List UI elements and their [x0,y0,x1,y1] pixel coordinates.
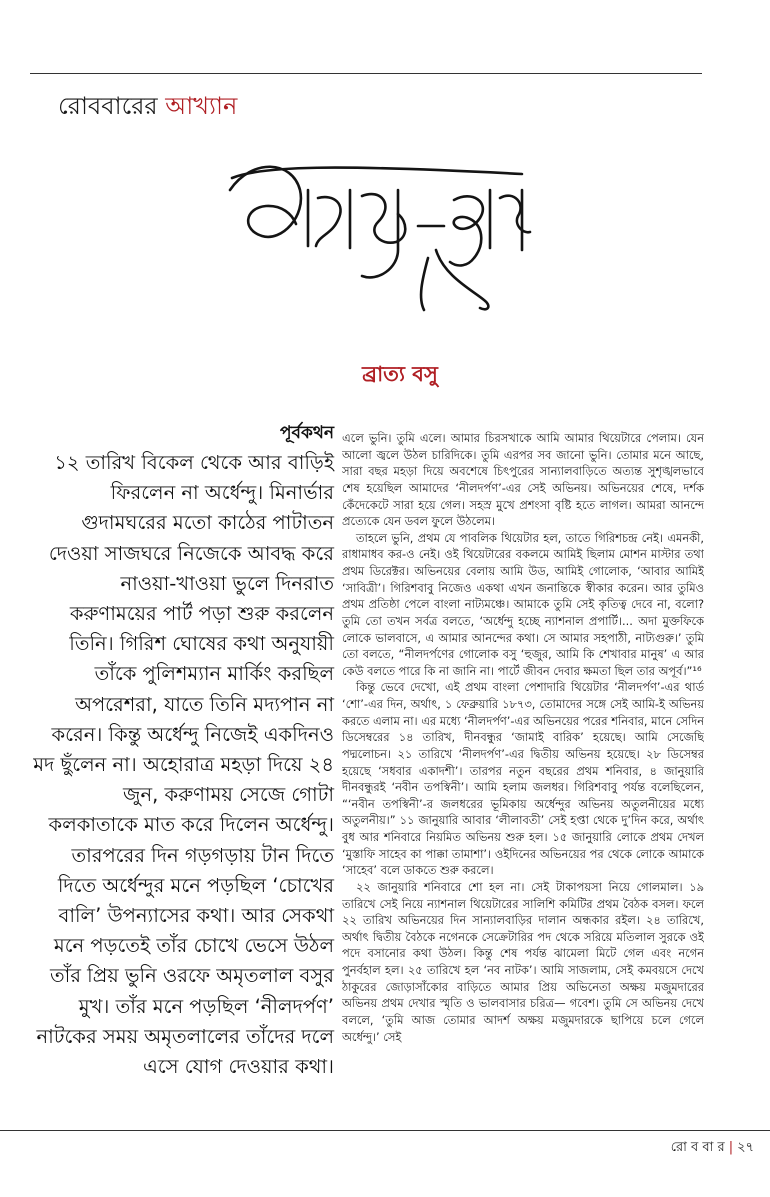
article-paragraph: তাহলে ভুনি, প্রথম যে পাবলিক থিয়েটার হল, তাতে গিরিশচন্দ্র নেই। এমনকী, রাধামাধব কর-ও নেই। ওই থিয়েটারের বকলমে আমিই ছিলাম মোশন মাস্টার তথা প্রথম ডিরেক্টর। অভিনয়ের বেলায় আমি উড, আমিই গোলোক, ‘আবার আমিই ‘সাবিত্রী’। গিরিশবাবু নিজেও একথা এখন জনান্তিকে স্বীকার করেন। আর তুমিও প্রথম প্রতিষ্ঠা পেলে বাংলা নাট্যমঞ্চে। আমাকে তুমি সেই কৃতিত্ব দেবে না, বলো? তুমি তো তখন সর্বত্র বলতে, ‘অর্ধেন্দু হচ্ছে ন্যাশনাল প্রপার্টি।... অদা মুক্তফিকে লোকে ভালবাসে, এ আমার আনন্দের কথা। সে আমার সহপাঠী, নাট্যগুরু।’ তুমি তো বলতে, “নীলদর্পণের গোলোক বসু ‘হুজুর, আমি কি শেখাবার মানুষ’ এ আর কেউ বলতে পারে কি না জানি না। পার্টে জীবন দেবার ক্ষমতা ছিল তার অপূর্ব।”¹⁶ [342,530,704,678]
calligraphy-stroke [232,168,522,178]
calligraphy-stroke [500,196,530,233]
section-title-accent: আখ্যান [165,92,238,120]
section-title-plain: রোববারের [58,92,158,120]
top-divider [30,73,702,74]
headline-calligraphy [222,150,542,320]
calligraphy-stroke [230,167,301,237]
author-byline: ব্রাত্য বসু [362,362,438,386]
calligraphy-stroke [421,258,428,310]
calligraphy-stroke [436,250,488,309]
article-body [342,430,704,1120]
article-paragraph: ২২ জানুয়ারি শনিবারে শো হল না। সেই টাকাপয়সা নিয়ে গোলমাল। ১৯ তারিখে সেই নিয়ে ন্যাশনাল থিয়েটারের সালিশি কমিটির প্রথম বৈঠক বসল। ফলে ২২ তারিখ অভিনয়ের দিন সান্যালবাড়ির দালান অন্ধকার রইল। ২৪ তারিখে, অর্থাৎ দ্বিতীয় বৈঠকে নগেনকে সেক্রেটারির পদ থেকে সরিয়ে মতিলাল সুরকে ওই পদে বসানোর কথা উঠল। কিন্তু শেষ পর্যন্ত ঝামেলা মিটে গেল এবং নগেন পুনর্বহাল হল। ২৫ তারিখে হল ‘নব নাটক’। আমি সাজলাম, সেই কমবয়সে দেখে ঠাকুরের জোড়াসাঁকোর বাড়িতে আমার প্রিয় অভিনেতা অক্ষয় মজুমদারের অভিনয় প্রথম দেখার স্মৃতি ও ভালবাসার চরিত্র— গবেশ। তুমি সে অভিনয় দেখে বললে, ‘তুমি আজ তোমার আদর্শ অক্ষয় মজুমদারকে ছাপিয়ে চলে গেলে অর্ধেন্দু।’ সেই [342,879,704,1044]
headline-title-text: অদামৃত-কথা [224,318,229,319]
intro-body: ১২ তারিখ বিকেল থেকে আর বাড়িই ফিরলেন না অর্ধেন্দু। মিনার্ভার গুদামঘরের মতো কাঠের পাটাতন দেওয়া সাজঘরে নিজেকে আবদ্ধ করে নাওয়া-খাওয়া ভুলে দিনরাত করুণাময়ের পার্ট পড়া শুরু করলেন তিনি। গিরিশ ঘোষের কথা অনুযায়ী তাঁকে পুলিশম্যান মার্কিং করছিল অপরেশরা, যাতে তিনি মদ্যপান না করেন। কিন্তু অর্ধেন্দু নিজেই একদিনও মদ ছুঁলেন না। অহোরাত্র মহড়া দিয়ে ২৪ জুন, করুণাময় সেজে গোটা কলকাতাকে মাত করে দিলেন অর্ধেন্দু। তারপরের দিন গড়গড়ায় টান দিতে দিতে অর্ধেন্দুর মনে পড়ছিল ‘চোখের বালি’ উপন্যাসের কথা। আর সেকথা মনে পড়তেই তাঁর চোখে ভেসে উঠল তাঁর প্রিয় ভুনি ওরফে অমৃতলাল বসুর মুখ। তাঁর মনে পড়ছিল ‘নীলদর্পণ’ নাটকের সময় অমৃতলালের তাঁদের দলে এসে যোগ দেওয়ার কথা। [33,451,334,1079]
intro-heading: পূর্বকথন [279,423,334,443]
footer-separator: | [728,1140,734,1155]
calligraphy-stroke [362,190,398,277]
intro-block [28,422,334,1082]
magazine-name: রো ব বা র [670,1140,725,1155]
article-paragraph: কিন্তু ভেবে দেখো, এই প্রথম বাংলা পেশাদারি থিয়েটার ‘নীলদর্পণ’-এর থার্ড ‘শো’-এর দিন, অর্থাৎ, ১ ফেব্রুয়ারি ১৮৭৩, তোমাদের সঙ্গে সেই আমি-ই অভিনয় করতে এলাম না। এর মধ্যে ‘নীলদর্পণ’-এর অভিনয়ের পরের শনিবার, মানে সেদিন ডিসেম্বরের ১৪ তারিখ, দীনবন্ধুর ‘জামাই বারিক’ হয়েছে। আমি সেজেছি পদ্মলোচন। ২১ তারিখে ‘নীলদর্পণ’-এর দ্বিতীয় অভিনয় হয়েছে। ২৮ ডিসেম্বর হয়েছে ‘সধবার একাদশী’। তারপর নতুন বছরের প্রথম শনিবার, ৪ জানুয়ারি দীনবন্ধুরই ‘নবীন তপস্বিনী’। আমি হলাম জলধর। গিরিশবাবু পর্যন্ত বলেছিলেন, “‘নবীন তপস্বিনী’-র জলধরের ভূমিকায় অর্ধেন্দুর অভিনয় অতুলনীয়ের মধ্যে অতুলনীয়।” ১১ জানুয়ারি আবার ‘লীলাবতী’ সেই হপ্তা থেকে দু’দিন করে, অর্থাৎ বুধ আর শনিবারে নিয়মিত অভিনয় শুরু হল। ১৫ জানুয়ারি লোকে প্রথম দেখল ‘মুস্তাফি সাহেব কা পাক্কা তামাশা’। ওইদিনের অভিনয়ের পর থেকে লোকে আমাকে ‘সাহেব’ বলে ডাকতে শুরু করলে। [342,680,704,878]
page-number: ২৭ [737,1140,754,1155]
article-paragraph: এলে ভুনি। তুমি এলে। আমার চিরসখাকে আমি আমার থিয়েটারে পেলাম। যেন আলো জ্বলে উঠল চারিদিকে। তুমি এরপর সব জানো ভুনি। তোমার মনে আছে, সারা বছর মহড়া দিয়ে অবশেষে চিৎপুরের সান্যালবাড়িতে অত্যন্ত সুশৃঙ্খলভাবে শেষ হয়েছিল আমাদের ‘নীলদর্পণ’-এর সেই অভিনয়। অভিনয়ের শেষে, দর্শক কেঁদেকেটে সারা হয়ে গেল। সহস্র মুখে প্রশংসা বৃষ্টি হতে লাগল। আমরা আনন্দে প্রত্যেকে যেন ডবল ফুলে উঠলেম। [342,431,704,529]
page-footer [671,1138,754,1159]
bottom-divider [0,1130,770,1131]
section-title [58,88,237,128]
calligraphy-stroke [450,196,483,265]
calligraphy-stroke [316,197,341,246]
